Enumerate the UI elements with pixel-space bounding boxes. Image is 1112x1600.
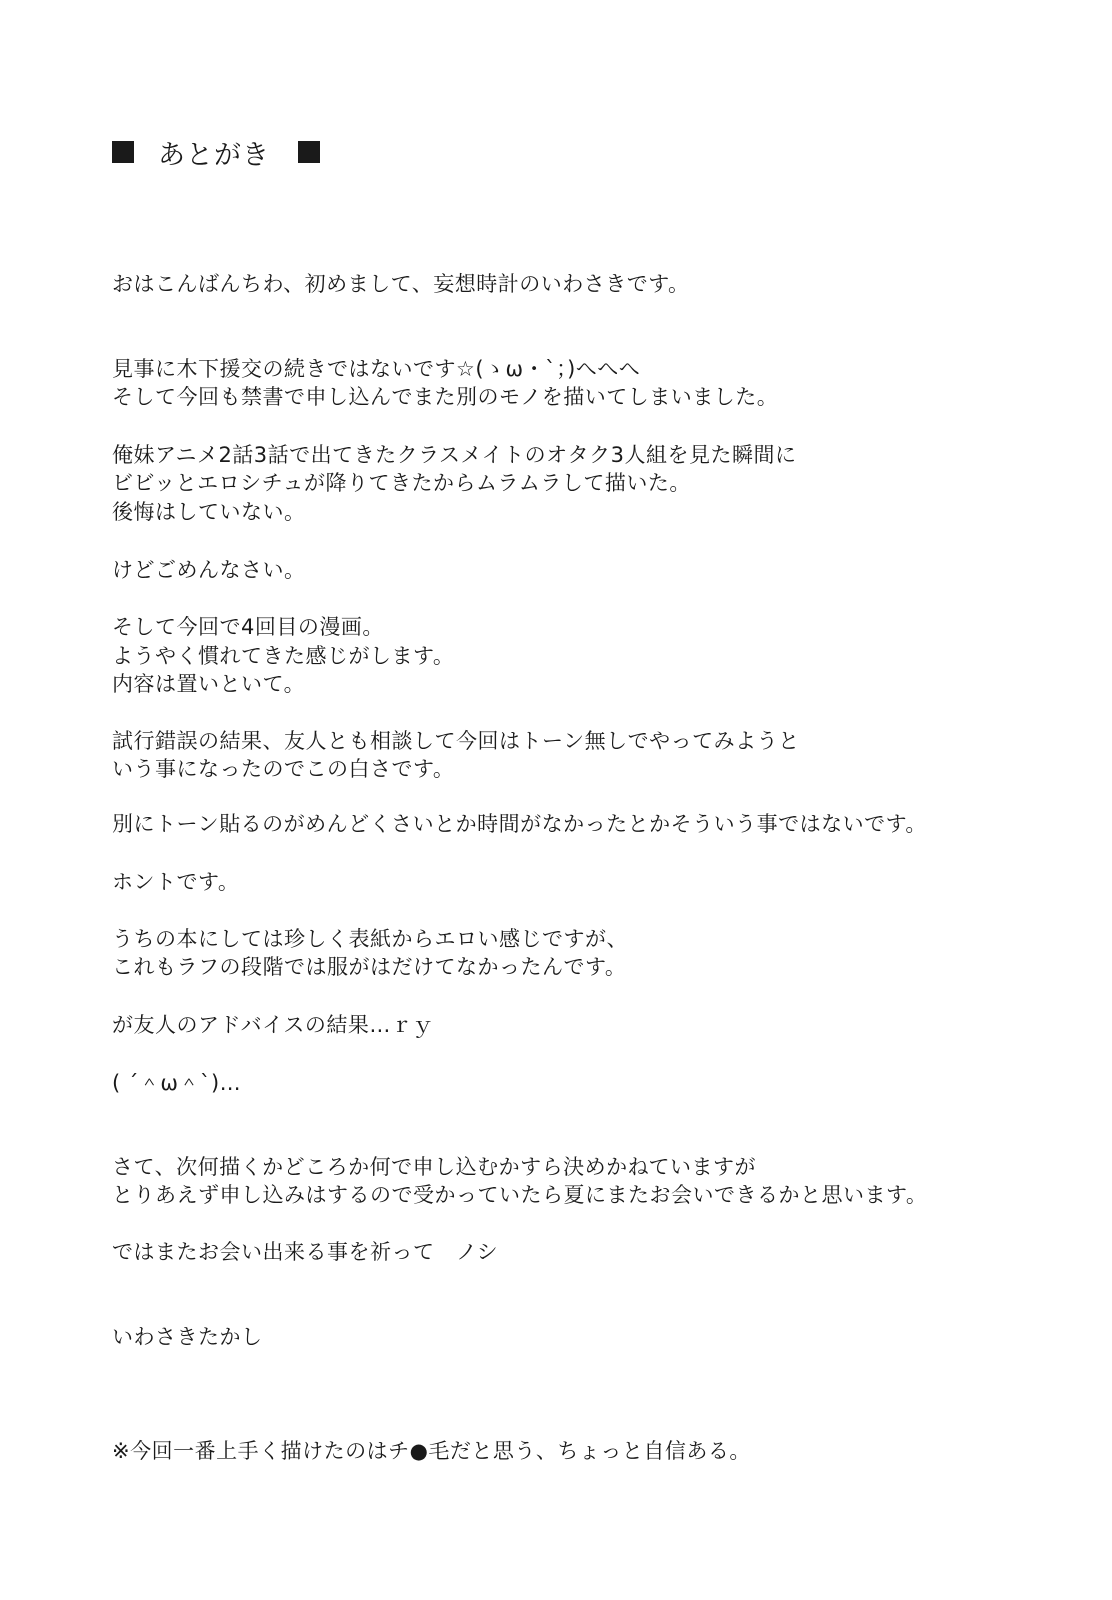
text-line: 試行錯誤の結果、友人とも相談して今回はトーン無しでやってみようと [112,729,800,753]
black-square-icon [298,141,320,163]
text-line: 別にトーン貼るのがめんどくさいとか時間がなかったとかそういう事ではないです。 [112,812,927,836]
text-line: とりあえず申し込みはするので受かっていたら夏にまたお会いできるかと思います。 [112,1183,928,1207]
text-line: ようやく慣れてきた感じがします。 [112,644,455,668]
text-line: 見事に木下援交の続きではないです☆(ゝω・`；)へへへ [112,357,641,381]
text-line: 後悔はしていない。 [112,500,306,524]
afterword-heading [112,134,320,170]
text-line-emoticon: ( ´＾ω＾`)… [112,1071,242,1095]
text-line: さて、次何描くかどころか何で申し込むかすら決めかねていますが [112,1155,757,1179]
black-square-icon [112,141,134,163]
text-line: ではまたお会い出来る事を祈って ノシ [112,1240,499,1264]
text-line: そして今回も禁書で申し込んでまた別のモノを描いてしまいました。 [112,385,779,409]
text-line: 内容は置いといて。 [112,672,306,696]
text-line: ビビッとエロシチュが降りてきたからムラムラして描いた。 [112,471,691,495]
text-line: が友人のアドバイスの結果…ｒｙ [112,1013,434,1037]
text-line-greeting: おはこんばんちわ、初めまして、妄想時計のいわさきです。 [112,272,690,296]
text-line: 俺妹アニメ2話3話で出てきたクラスメイトのオタク3人組を見た瞬間に [112,443,797,467]
text-line: そして今回で4回目の漫画。 [112,615,384,639]
text-line: うちの本にしては珍しく表紙からエロい感じですが、 [112,927,628,951]
text-line: これもラフの段階では服がはだけてなかったんです。 [112,955,627,979]
text-line-footnote: ※今回一番上手く描けたのはチ●毛だと思う、ちょっと自信ある。 [112,1439,751,1463]
text-line: いう事になったのでこの白さです。 [112,757,455,781]
heading-title: あとがき [158,139,270,171]
author-signature: いわさきたかし [112,1325,263,1349]
text-line: ホントです。 [112,870,240,894]
text-line: けどごめんなさい。 [112,558,306,582]
